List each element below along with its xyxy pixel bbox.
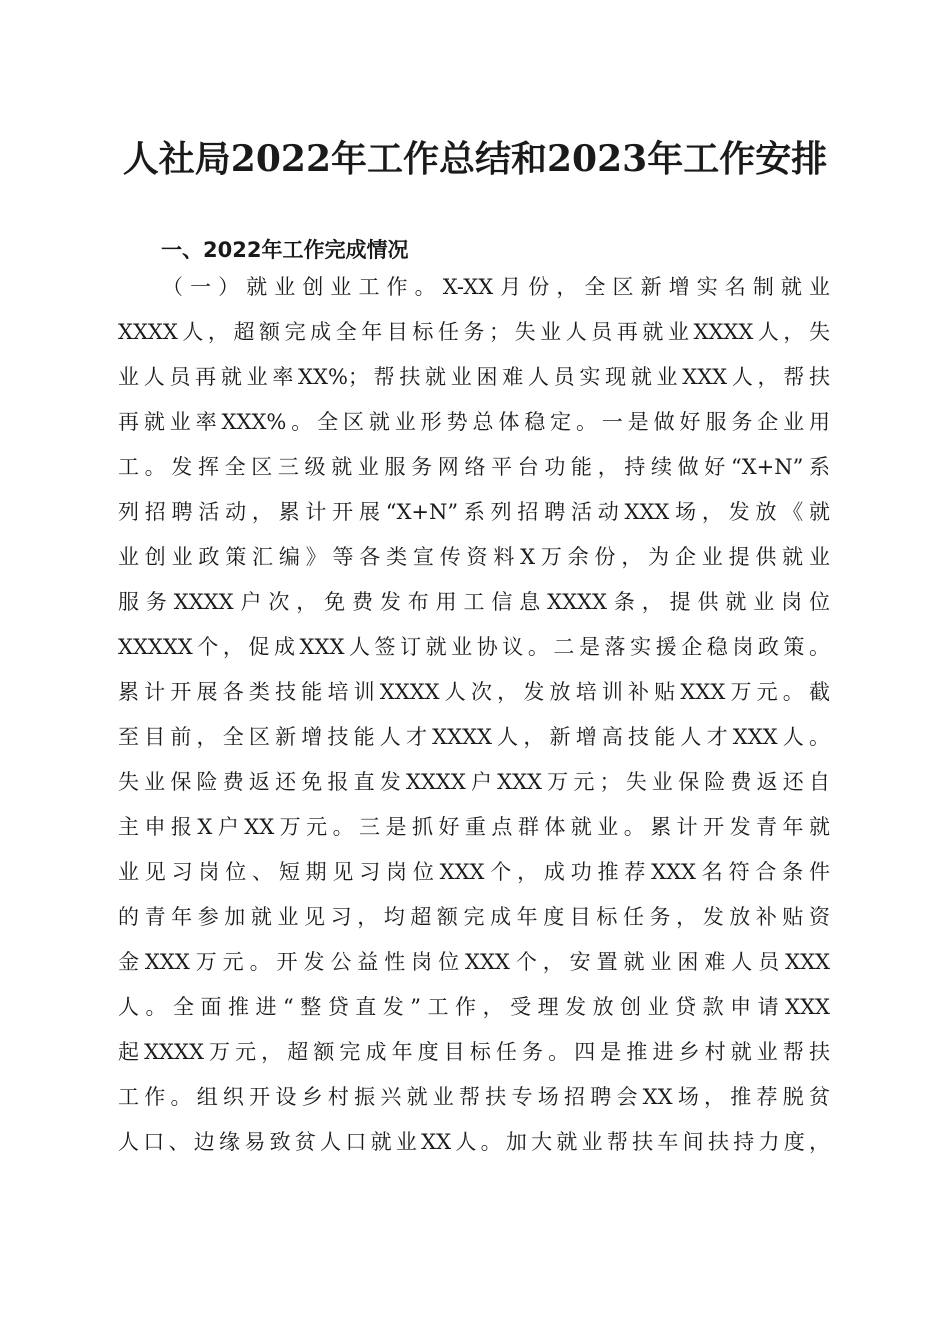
paragraph-line: 列招聘活动，累计开展“X+N”系列招聘活动XXX场，发放《就 [118,500,830,524]
paragraph-line: 金XXX万元。开发公益性岗位XXX个，安置就业困难人员XXX [118,950,830,974]
paragraph-line: 人。全面推进“整贷直发”工作，受理发放创业贷款申请XXX [118,995,830,1019]
paragraph-line: （一）就业创业工作。X-XX月份，全区新增实名制就业 [162,275,830,299]
paragraph-line: 的青年参加就业见习，均超额完成年度目标任务，发放补贴资 [118,905,830,929]
paragraph-line: 再就业率XXX%。全区就业形势总体稳定。一是做好服务企业用 [118,410,830,434]
paragraph-line: 业人员再就业率XX%；帮扶就业困难人员实现就业XXX人，帮扶 [118,365,830,389]
paragraph-line: 主申报X户XX万元。三是抓好重点群体就业。累计开发青年就 [118,815,830,839]
paragraph-line: 至目前，全区新增技能人才XXXX人，新增高技能人才XXX人。 [118,725,830,749]
paragraph-line: 业创业政策汇编》等各类宣传资料X万余份，为企业提供就业 [118,545,830,569]
paragraph-line: 累计开展各类技能培训XXXX人次，发放培训补贴XXX万元。截 [118,680,830,704]
body-paragraph [118,265,830,1165]
paragraph-line: XXXX人，超额完成全年目标任务；失业人员再就业XXXX人，失 [118,320,830,344]
section-heading: 一、2022年工作完成情况 [161,238,409,262]
paragraph-line: 人口、边缘易致贫人口就业XX人。加大就业帮扶车间扶持力度， [118,1130,830,1154]
paragraph-line: 工。发挥全区三级就业服务网络平台功能，持续做好“X+N”系 [118,455,830,479]
document-title: 人社局2022年工作总结和2023年工作安排 [122,138,828,180]
paragraph-line: 工作。组织开设乡村振兴就业帮扶专场招聘会XX场，推荐脱贫 [118,1085,830,1109]
paragraph-line: 起XXXX万元，超额完成年度目标任务。四是推进乡村就业帮扶 [118,1040,830,1064]
paragraph-line: XXXXX个，促成XXX人签订就业协议。二是落实援企稳岗政策。 [118,635,830,659]
paragraph-line: 业见习岗位、短期见习岗位XXX个，成功推荐XXX名符合条件 [118,860,830,884]
paragraph-line: 服务XXXX户次，免费发布用工信息XXXX条，提供就业岗位 [118,590,830,614]
paragraph-line: 失业保险费返还免报直发XXXX户XXX万元；失业保险费返还自 [118,770,830,794]
